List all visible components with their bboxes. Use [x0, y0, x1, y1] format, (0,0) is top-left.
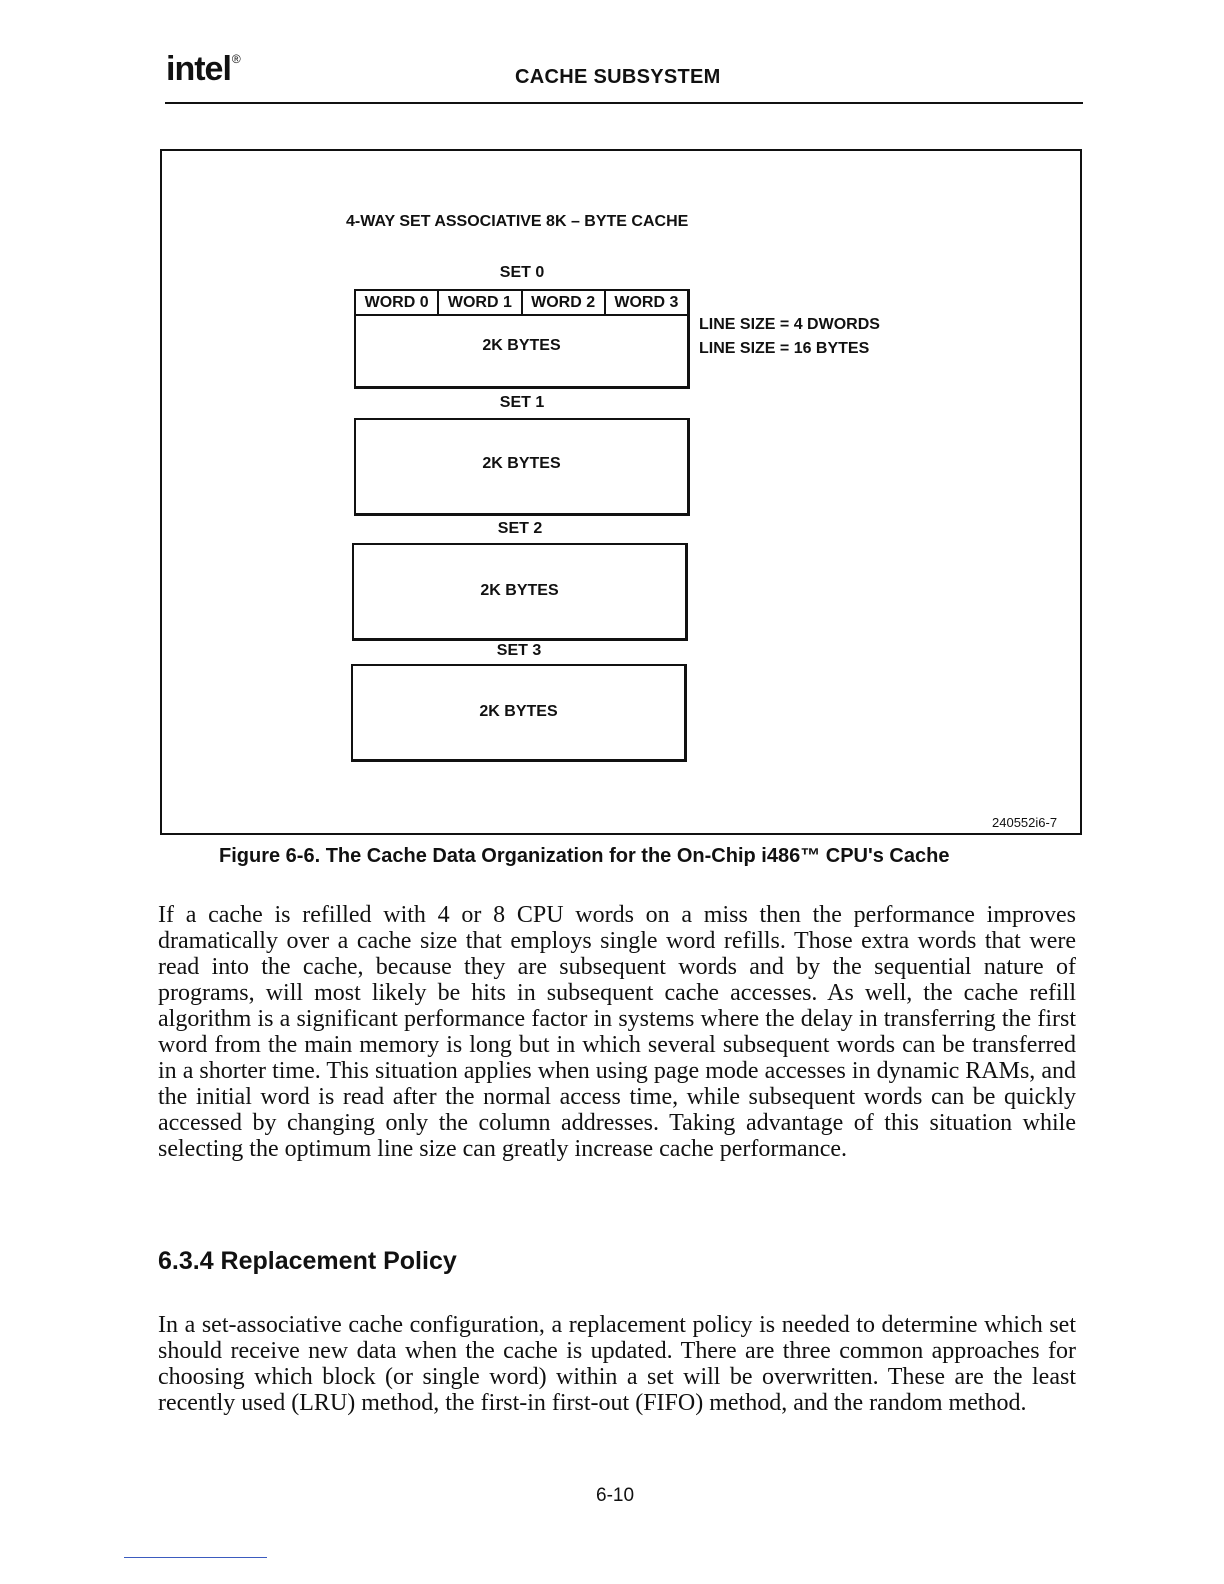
- page-number: 6-10: [596, 1485, 635, 1506]
- word-2-cell: WORD 2: [523, 291, 606, 314]
- set-0-capacity: 2K BYTES: [482, 337, 561, 354]
- logo-text: intel: [166, 50, 231, 88]
- line-size-bytes: LINE SIZE = 16 BYTES: [699, 340, 870, 357]
- set-0-box: [354, 289, 690, 389]
- set-0-label: SET 0: [499, 264, 545, 281]
- set-3-label: SET 3: [496, 642, 542, 659]
- set-2-label: SET 2: [497, 520, 543, 537]
- set-2-box: [352, 543, 688, 641]
- body-paragraph-1: If a cache is refilled with 4 or 8 CPU words on a miss then the performance improves dramatically over a cache size that employs single word refills. Those extra words that were read into the cache, because they are subsequent words and by the sequential nature of programs, will most likely be hits in subsequent cache accesses. As well, the cache refill algorithm is a significant performance factor in systems where the delay in transferring the first word from the main memory is long but in which several subsequent words can be transferred in a shorter time. This situation applies when using page mode accesses in dynamic RAMs, and the initial word is read after the normal access time, while subsequent words can be quickly accessed by changing only the column addresses. Taking advantage of this situation while selecting the optimum line size can greatly increase cache performance.: [158, 902, 1076, 1162]
- figure-caption: Figure 6-6. The Cache Data Organization for the On-Chip i486™ CPU's Cache: [219, 845, 950, 867]
- line-size-dwords: LINE SIZE = 4 DWORDS: [699, 316, 880, 333]
- registered-mark: ®: [231, 52, 240, 66]
- page-header-title: CACHE SUBSYSTEM: [515, 66, 721, 88]
- set-1-capacity: 2K BYTES: [482, 455, 561, 472]
- intel-logo: [166, 50, 240, 89]
- set-3-capacity: 2K BYTES: [479, 703, 558, 720]
- set-1-label: SET 1: [499, 394, 545, 411]
- body-paragraph-2: In a set-associative cache configuration, a replacement policy is needed to determine which set should receive new data when the cache is updated. There are three common approaches for choosing which block (or single word) within a set will be overwritten. These are the least recently used (LRU) method, the first-in first-out (FIFO) method, and the random method.: [158, 1312, 1076, 1416]
- set-1-box: [354, 418, 690, 516]
- word-0-cell: WORD 0: [356, 291, 439, 314]
- figure-number: 240552i6-7: [992, 815, 1058, 830]
- word-3-cell: WORD 3: [614, 294, 679, 311]
- header-divider: [165, 102, 1083, 104]
- figure-title: 4-WAY SET ASSOCIATIVE 8K – BYTE CACHE: [346, 213, 689, 230]
- set-3-box: [351, 664, 687, 762]
- set-2-capacity: 2K BYTES: [480, 582, 559, 599]
- word-1-cell: WORD 1: [439, 291, 522, 314]
- section-heading: 6.3.4 Replacement Policy: [158, 1247, 457, 1275]
- word-row: [356, 291, 687, 316]
- footer-divider: [124, 1557, 267, 1558]
